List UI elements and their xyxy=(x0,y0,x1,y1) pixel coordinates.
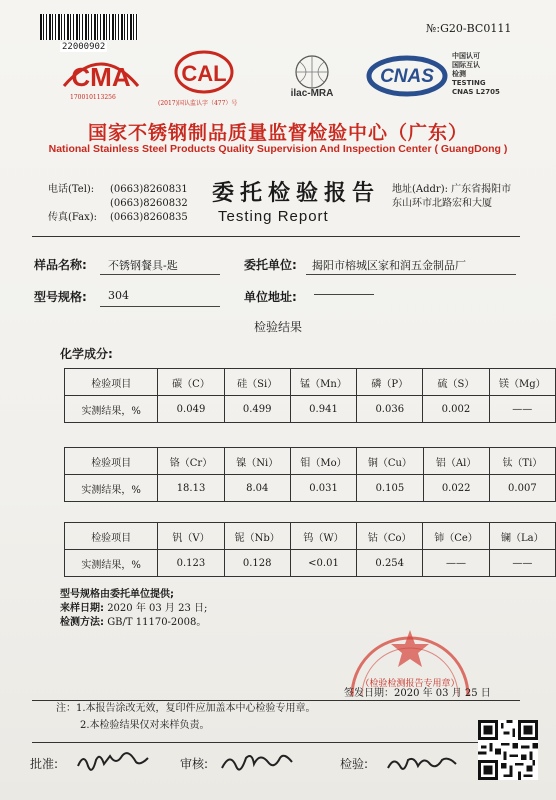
cnas-logo-icon xyxy=(366,50,448,98)
sample-date: 2020 年 03 月 23 日; xyxy=(107,603,208,614)
report-title-cn: 委托检验报告 xyxy=(212,181,381,206)
fax: (0663)8260835 xyxy=(110,212,188,223)
test-method: GB/T 11170-2008。 xyxy=(107,617,207,628)
cnas-mark: CNAS xyxy=(380,66,434,87)
chem-table-1: 检验项目 碳（C） 硅（Si） 锰（Mn） 磷（P） 硫（S） 镁（Mg） 实测结果，% 0.049 0.499 0.941 0.036 0.002 —— xyxy=(64,368,556,423)
cma-number: 170010113256 xyxy=(70,94,116,101)
sample-underline xyxy=(100,274,220,275)
cma-mark: CMA xyxy=(71,62,131,92)
model-label: 型号规格: xyxy=(34,290,87,304)
address-dash xyxy=(314,294,374,295)
cal-number: (2017)国认监认字（477）号 xyxy=(158,100,238,107)
model-value: 304 xyxy=(108,289,129,302)
ilac-mark: ilac-MRA xyxy=(290,88,334,99)
barcode-number: 22000902 xyxy=(62,42,106,52)
footnote-1: 1.本报告涂改无效，复印件应加盖本中心检验专用章。 xyxy=(76,703,316,714)
footnotes: 注：1.本报告涂改无效，复印件应加盖本中心检验专用章。 2.本检验结果仅对来样负责。 xyxy=(56,700,316,734)
cnas-text: 中国认可 国际互认 检测 TESTING CNAS L2705 xyxy=(452,52,500,96)
footnote-2: 2.本检验结果仅对来样负责。 xyxy=(80,720,210,731)
sample-name-label: 样品名称: xyxy=(34,258,87,272)
chem-table-3: 检验项目 钒（V） 铌（Nb） 钨（W） 钴（Co） 铈（Ce） 镧（La） 实测结果，% 0.123 0.128 <0.01 0.254 —— —— xyxy=(64,522,556,577)
model-underline xyxy=(100,306,220,307)
center-name-en: National Stainless Steel Products Quality Supervision And Inspection Center ( GuangDong ) xyxy=(48,143,508,155)
sample-notes: 型号规格由委托单位提供; 来样日期: 2020 年 03 月 23 日; 检测方法: GB/T 11170-2008。 xyxy=(60,589,208,628)
issue-date: 签发日期：2020 年 03 月 25 日 xyxy=(344,688,491,699)
sample-name-value: 不锈钢餐具-匙 xyxy=(108,259,178,272)
chem-table-2: 检验项目 铬（Cr） 镍（Ni） 钼（Mo） 铜（Cu） 铝（Al） 钛（Ti） 实测结果，% 18.13 8.04 0.031 0.105 0.022 0.007 xyxy=(64,447,556,502)
svg-text:（检验检测报告专用章）: （检验检测报告专用章） xyxy=(360,679,460,689)
signature-divider xyxy=(32,742,520,743)
address-label: 单位地址: xyxy=(244,290,297,304)
header-divider xyxy=(32,236,520,237)
reviewer-signature-icon xyxy=(218,748,298,776)
results-heading: 检验结果 xyxy=(253,320,302,334)
report-title-en: Testing Report xyxy=(218,208,329,225)
chem-heading: 化学成分: xyxy=(60,347,113,361)
client-value: 揭阳市榕城区家和润五金制品厂 xyxy=(312,259,466,272)
qr-code-icon[interactable] xyxy=(478,720,538,780)
official-seal-icon xyxy=(346,600,474,696)
model-note: 型号规格由委托单位提供; xyxy=(60,589,174,600)
center-name-cn: 国家不锈钢制品质量监督检验中心（广东） xyxy=(87,122,468,144)
cma-logo-icon xyxy=(56,50,146,92)
inspect-label: 检验: xyxy=(340,757,369,771)
ilac-mra-logo-icon xyxy=(282,52,342,100)
contact-block: 电话(Tel): (0663)8260831 (0663)8260832 传真(Fax): (0663)8260835 xyxy=(48,184,188,223)
cal-mark: CAL xyxy=(181,61,227,86)
document-number: №:G20-BC0111 xyxy=(426,22,512,35)
tel-2: (0663)8260832 xyxy=(110,198,188,209)
client-label: 委托单位: xyxy=(244,258,297,272)
inspector-signature-icon xyxy=(384,752,464,778)
approver-signature-icon xyxy=(74,748,154,776)
cal-logo-icon xyxy=(172,50,236,94)
tel-1: (0663)8260831 xyxy=(110,184,188,195)
barcode xyxy=(40,14,138,40)
client-underline xyxy=(306,274,516,275)
approve-label: 批准: xyxy=(30,757,59,771)
review-label: 审核: xyxy=(180,757,209,771)
address-block: 地址(Addr): 广东省揭阳市 东山环市北路宏和大厦 xyxy=(392,184,512,209)
